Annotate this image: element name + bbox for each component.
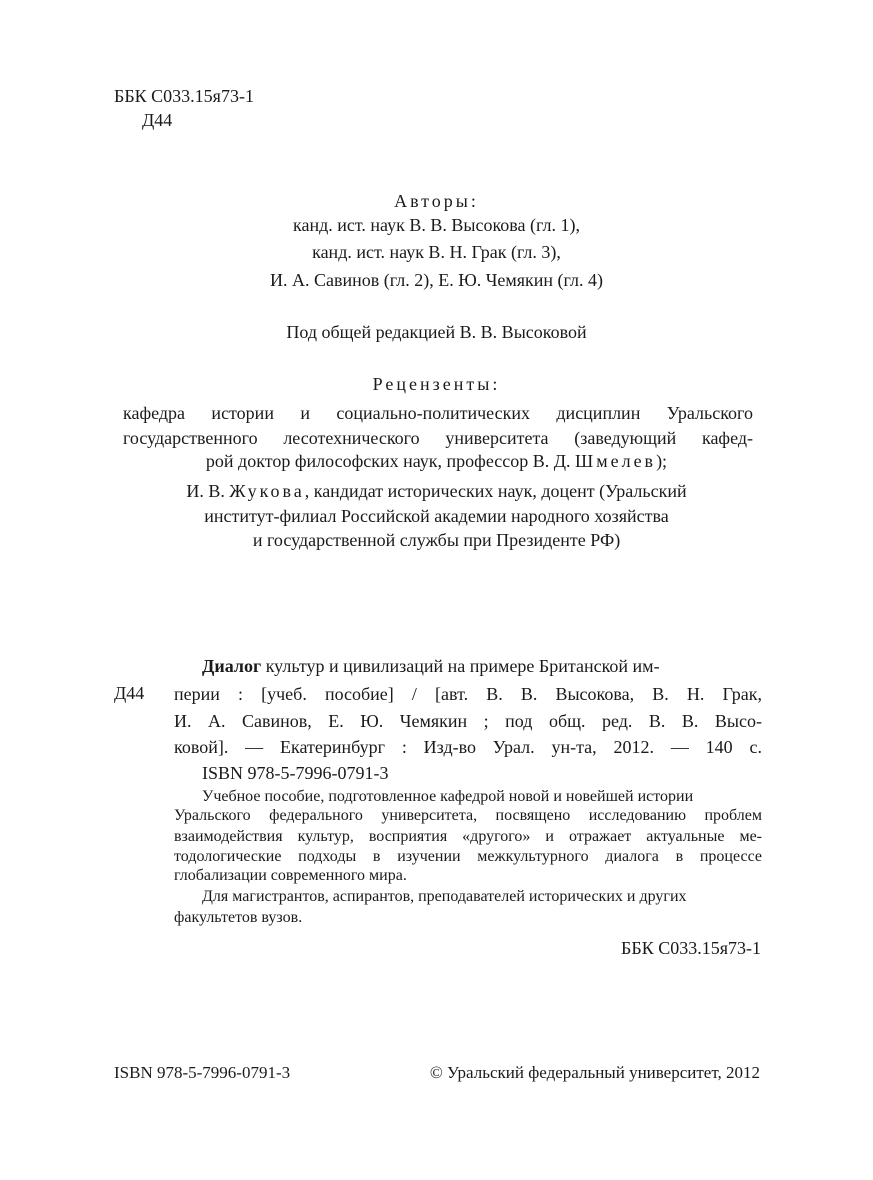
reviewer-1-line-2: государственного лесотехнического университета (заведующий кафед-	[123, 428, 753, 448]
author-line-1: канд. ист. наук В. В. Высокова (гл. 1),	[293, 215, 580, 235]
reviewer-2-line-2: институт-филиал Российской академии народного хозяйства	[204, 506, 669, 526]
annotation-p1-line-5: глобализации современного мира.	[174, 867, 407, 884]
author-line-2: канд. ист. наук В. Н. Грак (гл. 3),	[312, 242, 561, 262]
authors-heading: Авторы:	[394, 191, 479, 211]
reviewer-name-shmelev: Шмелев	[575, 451, 657, 471]
annotation-p1-line-3: взаимодействия культур, восприятия «другого» и отражает актуальные ме-	[174, 827, 762, 845]
annotation-bbk: ББК С033.15я73-1	[621, 938, 761, 958]
biblio-line-4: ковой]. — Екатеринбург : Изд-во Урал. ун-та, 2012. — 140 с.	[174, 737, 762, 757]
biblio-line-1: Диалог культур и цивилизаций на примере Британской им-	[202, 656, 660, 676]
reviewer-1-line-3: рой доктор философских наук, профессор В. Д. Шмелев);	[205, 451, 668, 471]
author-mark: Д44	[142, 110, 173, 130]
annotation-p1-body	[174, 806, 762, 868]
annotation-p1-line-1: Учебное пособие, подготовленное кафедрой новой и новейшей истории	[202, 788, 694, 805]
annotation-p2-line-1: Для магистрантов, аспирантов, преподавателей исторических и других	[202, 888, 687, 905]
biblio-isbn: ISBN 978-5-7996-0791-3	[202, 763, 389, 783]
author-line-3: И. А. Савинов (гл. 2), Е. Ю. Чемякин (гл. 4)	[270, 270, 603, 290]
annotation-p2-line-2: факультетов вузов.	[174, 909, 303, 926]
reviewers-heading: Рецензенты:	[372, 374, 501, 394]
editor-line: Под общей редакцией В. В. Высоковой	[286, 322, 587, 342]
biblio-line-2: перии : [учеб. пособие] / [авт. В. В. Высокова, В. Н. Грак,	[174, 684, 762, 704]
reviewer-1-line-1: кафедра истории и социально-политических дисциплин Уральского	[123, 403, 753, 423]
reviewer-1	[123, 401, 753, 451]
biblio-title-bold: Диалог	[202, 656, 262, 676]
reviewer-2-line-1: И. В. Жукова, кандидат исторических наук, доцент (Уральский	[186, 481, 687, 501]
biblio-line-3: И. А. Савинов, Е. Ю. Чемякин ; под общ. ред. В. В. Высо-	[174, 710, 762, 731]
annotation-p1-line-4: тодологические подходы в изучении межкультурного диалога в процессе	[174, 848, 762, 865]
biblio-body	[174, 681, 762, 761]
biblio-author-mark: Д44	[114, 683, 145, 703]
footer-copyright: © Уральский федеральный университет, 2012	[429, 1063, 760, 1082]
reviewer-2-line-3: и государственной службы при Президенте РФ)	[252, 530, 621, 550]
footer-isbn: ISBN 978-5-7996-0791-3	[114, 1063, 291, 1082]
annotation-p1-line-2: Уральского федерального университета, посвящено исследованию проблем	[174, 807, 762, 824]
reviewer-name-zhukova: Жукова	[229, 481, 305, 501]
bbk-code: ББК С033.15я73-1	[114, 86, 254, 106]
